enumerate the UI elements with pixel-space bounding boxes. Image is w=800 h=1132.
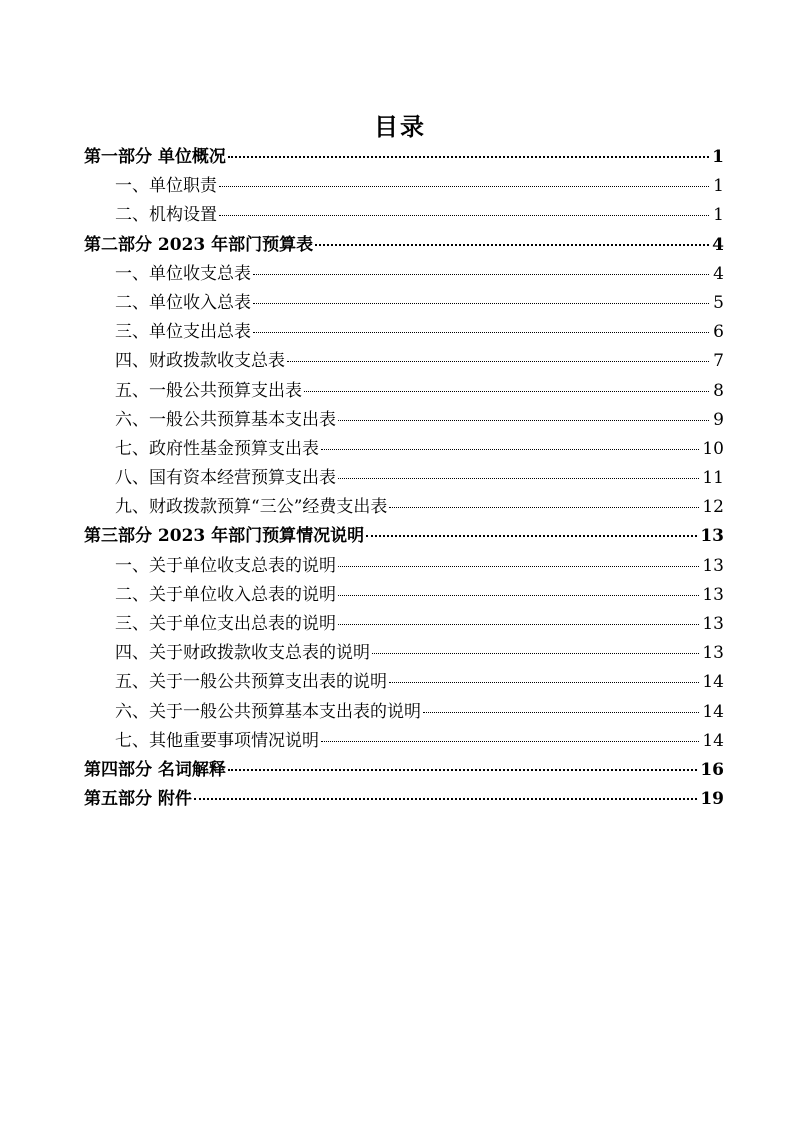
toc-entry-label: 一、单位收支总表	[115, 263, 251, 284]
toc-entry-label: 第五部分 附件	[84, 789, 192, 810]
toc-page-number: 12	[702, 497, 724, 518]
toc-subsection-entry[interactable]	[84, 172, 724, 201]
toc-subsection-entry[interactable]	[84, 493, 724, 522]
toc-dot-leader	[194, 798, 697, 800]
toc-page-number: 4	[713, 263, 724, 284]
toc-entry-label: 六、一般公共预算基本支出表	[115, 409, 336, 430]
toc-subsection-entry[interactable]	[84, 318, 724, 347]
toc-dot-leader	[389, 507, 699, 508]
toc-dot-leader	[287, 361, 709, 362]
toc-dot-leader	[338, 566, 699, 567]
toc-page-number: 13	[702, 643, 724, 664]
toc-title: 目录	[374, 112, 426, 141]
toc-dot-leader	[372, 653, 699, 654]
toc-dot-leader	[253, 332, 709, 333]
toc-page-number: 8	[713, 380, 724, 401]
toc-page-number: 16	[700, 759, 724, 780]
toc-dot-leader	[304, 391, 709, 392]
toc-page-number: 5	[713, 292, 724, 313]
toc-dot-leader	[219, 186, 709, 187]
toc-subsection-entry[interactable]	[84, 668, 724, 697]
toc-dot-leader	[338, 624, 699, 625]
toc-dot-leader	[228, 769, 697, 771]
toc-subsection-entry[interactable]	[84, 581, 724, 610]
toc-dot-leader	[338, 420, 709, 421]
toc-entry-label: 七、其他重要事项情况说明	[115, 730, 319, 751]
toc-entry-label: 第二部分 2023 年部门预算表	[84, 234, 314, 255]
toc-dot-leader	[219, 215, 709, 216]
toc-page-number: 13	[702, 614, 724, 634]
toc-entry-label: 二、单位收入总表	[115, 292, 251, 313]
toc-subsection-entry[interactable]	[84, 552, 724, 581]
table-of-contents	[84, 143, 724, 814]
toc-entry-label: 第四部分 名词解释	[84, 759, 226, 780]
toc-section-entry[interactable]	[84, 522, 724, 551]
toc-subsection-entry[interactable]	[84, 289, 724, 318]
toc-section-entry[interactable]	[84, 785, 724, 814]
toc-dot-leader	[366, 535, 697, 537]
toc-page-number: 7	[713, 351, 724, 372]
toc-page-number: 9	[713, 409, 724, 430]
toc-subsection-entry[interactable]	[84, 260, 724, 289]
toc-entry-label: 第一部分 单位概况	[84, 147, 226, 167]
toc-entry-label: 第三部分 2023 年部门预算情况说明	[84, 526, 365, 547]
toc-page-number: 19	[700, 789, 724, 810]
toc-subsection-entry[interactable]	[84, 639, 724, 668]
toc-subsection-entry[interactable]	[84, 406, 724, 435]
toc-section-entry[interactable]	[84, 231, 724, 260]
toc-dot-leader	[253, 274, 709, 275]
toc-dot-leader	[338, 478, 699, 479]
toc-entry-label: 二、关于单位收入总表的说明	[115, 584, 336, 605]
toc-entry-label: 一、关于单位收支总表的说明	[115, 555, 336, 576]
toc-subsection-entry[interactable]	[84, 377, 724, 406]
toc-page-number: 13	[702, 584, 724, 605]
toc-page-number: 6	[713, 322, 724, 343]
toc-page-number: 13	[700, 526, 724, 547]
toc-dot-leader	[321, 741, 699, 742]
toc-page-number: 14	[702, 701, 724, 722]
toc-entry-label: 四、财政拨款收支总表	[115, 351, 285, 372]
toc-subsection-entry[interactable]	[84, 464, 724, 493]
toc-subsection-entry[interactable]	[84, 698, 724, 727]
toc-dot-leader	[315, 244, 709, 246]
toc-subsection-entry[interactable]	[84, 201, 724, 230]
toc-page-number: 1	[713, 176, 724, 197]
toc-entry-label: 一、单位职责	[115, 176, 217, 197]
toc-page-number: 13	[702, 555, 724, 576]
toc-page-number: 10	[702, 438, 724, 459]
toc-dot-leader	[321, 449, 699, 450]
toc-subsection-entry[interactable]	[84, 727, 724, 756]
toc-section-entry[interactable]	[84, 756, 724, 785]
toc-subsection-entry[interactable]	[84, 435, 724, 464]
toc-entry-label: 九、财政拨款预算“三公”经费支出表	[115, 497, 388, 518]
toc-entry-label: 五、一般公共预算支出表	[115, 380, 302, 401]
toc-dot-leader	[423, 712, 699, 713]
toc-dot-leader	[253, 303, 709, 304]
toc-page-number: 1	[712, 147, 724, 167]
toc-page-number: 14	[702, 730, 724, 751]
toc-page-number: 1	[713, 205, 724, 226]
toc-page-number: 14	[702, 672, 724, 693]
toc-entry-label: 三、单位支出总表	[115, 322, 251, 343]
toc-dot-leader	[228, 156, 709, 158]
toc-page-number: 4	[712, 234, 724, 255]
toc-section-entry[interactable]	[84, 143, 724, 172]
toc-dot-leader	[389, 682, 699, 683]
toc-entry-label: 五、关于一般公共预算支出表的说明	[115, 672, 387, 693]
toc-subsection-entry[interactable]	[84, 610, 724, 639]
toc-entry-label: 六、关于一般公共预算基本支出表的说明	[115, 701, 421, 722]
toc-entry-label: 二、机构设置	[115, 205, 217, 226]
toc-entry-label: 三、关于单位支出总表的说明	[115, 614, 336, 634]
toc-subsection-entry[interactable]	[84, 347, 724, 376]
toc-page-number: 11	[702, 468, 724, 489]
toc-entry-label: 七、政府性基金预算支出表	[115, 438, 319, 459]
toc-entry-label: 四、关于财政拨款收支总表的说明	[115, 643, 370, 664]
toc-dot-leader	[338, 595, 699, 596]
toc-entry-label: 八、国有资本经营预算支出表	[115, 468, 336, 489]
